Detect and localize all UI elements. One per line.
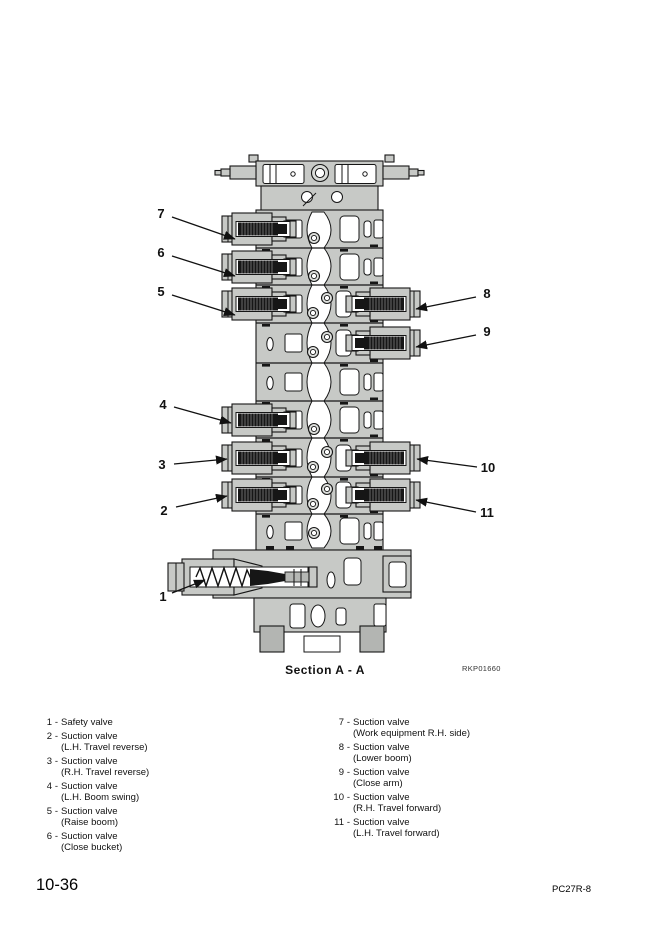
legend-label: Safety valve (61, 717, 113, 728)
legend-sublabel: (L.H. Travel reverse) (61, 742, 148, 753)
legend-item-3 (38, 756, 318, 778)
suction-valve-7 (222, 213, 296, 245)
legend-label: Suction valve (353, 792, 410, 803)
callout-5: 5 (157, 284, 165, 299)
legend-sublabel: (Work equipment R.H. side) (353, 728, 471, 739)
legend-item-11 (324, 817, 624, 839)
suction-valve-9 (346, 327, 420, 359)
legend-number: 7 (338, 717, 344, 728)
legend-dash: - (54, 717, 59, 728)
callout-11: 11 (480, 505, 494, 520)
legend-number: 4 (46, 781, 52, 792)
callout-3: 3 (158, 457, 166, 472)
callout-6: 6 (157, 245, 165, 260)
legend-item-7 (324, 717, 624, 739)
legend-label: Suction valve (61, 831, 118, 842)
legend-number: 8 (338, 742, 344, 753)
figure-code: RKP01660 (462, 664, 501, 673)
legend-item-8 (324, 742, 624, 764)
callout-9: 9 (483, 324, 491, 339)
legend-dash: - (54, 831, 59, 842)
legend-label: Suction valve (353, 717, 410, 728)
callout-8: 8 (483, 286, 491, 301)
legend-label: Suction valve (353, 742, 410, 753)
suction-valve-10 (346, 442, 420, 474)
suction-valve-6 (222, 251, 296, 283)
legend-number: 11 (334, 817, 344, 828)
legend-item-10 (324, 792, 624, 814)
suction-valve-4 (222, 404, 296, 436)
legend-number: 9 (338, 767, 344, 778)
suction-valve-11 (346, 479, 420, 511)
legend-dash: - (54, 781, 59, 792)
legend-number: 5 (46, 806, 52, 817)
legend-sublabel: (L.H. Travel forward) (353, 828, 440, 839)
legend-dash: - (346, 817, 351, 828)
top-cover (215, 155, 424, 186)
legend-sublabel: (R.H. Travel forward) (353, 803, 442, 814)
legend-number: 1 (46, 717, 52, 728)
legend-item-1 (38, 717, 318, 728)
section-caption: Section A - A (285, 663, 365, 677)
callout-10: 10 (480, 460, 496, 475)
legend-left-column (38, 717, 318, 856)
legend-number: 10 (333, 792, 344, 803)
end-cover (254, 598, 386, 652)
center-channel (307, 212, 331, 548)
suction-valve-2 (222, 479, 296, 511)
legend-label: Suction valve (61, 806, 118, 817)
suction-valve-8 (346, 288, 420, 320)
upper-section (261, 186, 378, 211)
legend-number: 3 (46, 756, 52, 767)
legend-item-5 (38, 806, 318, 828)
legend-dash: - (54, 806, 59, 817)
page-number: 10-36 (36, 876, 79, 894)
legend-number: 2 (46, 731, 52, 742)
legend-sublabel: (Close arm) (353, 778, 403, 789)
legend-label: Suction valve (353, 767, 410, 778)
callout-7: 7 (157, 206, 165, 221)
legend-dash: - (346, 717, 351, 728)
callout-1: 1 (159, 589, 167, 604)
legend-sublabel: (L.H. Boom swing) (61, 792, 140, 803)
legend-label: Suction valve (353, 817, 410, 828)
legend-number: 6 (46, 831, 52, 842)
callout-4: 4 (159, 397, 167, 412)
legend-dash: - (346, 742, 351, 753)
legend-label: Suction valve (61, 731, 118, 742)
legend-sublabel: (R.H. Travel reverse) (61, 767, 150, 778)
legend-dash: - (54, 756, 59, 767)
legend-item-4 (38, 781, 318, 803)
suction-valve-5 (222, 288, 296, 320)
legend-dash: - (346, 767, 351, 778)
model-code: PC27R-8 (552, 884, 592, 895)
legend-item-2 (38, 731, 318, 753)
legend-label: Suction valve (61, 756, 118, 767)
legend-item-9 (324, 767, 624, 789)
legend-sublabel: (Raise boom) (61, 817, 119, 828)
suction-valve-3 (222, 442, 296, 474)
legend-right-column (324, 717, 624, 842)
legend-sublabel: (Close bucket) (61, 842, 123, 853)
legend-sublabel: (Lower boom) (353, 753, 412, 764)
legend-dash: - (346, 792, 351, 803)
legend-item-6 (38, 831, 318, 853)
legend-label: Suction valve (61, 781, 118, 792)
legend-dash: - (54, 731, 59, 742)
callout-2: 2 (160, 503, 168, 518)
